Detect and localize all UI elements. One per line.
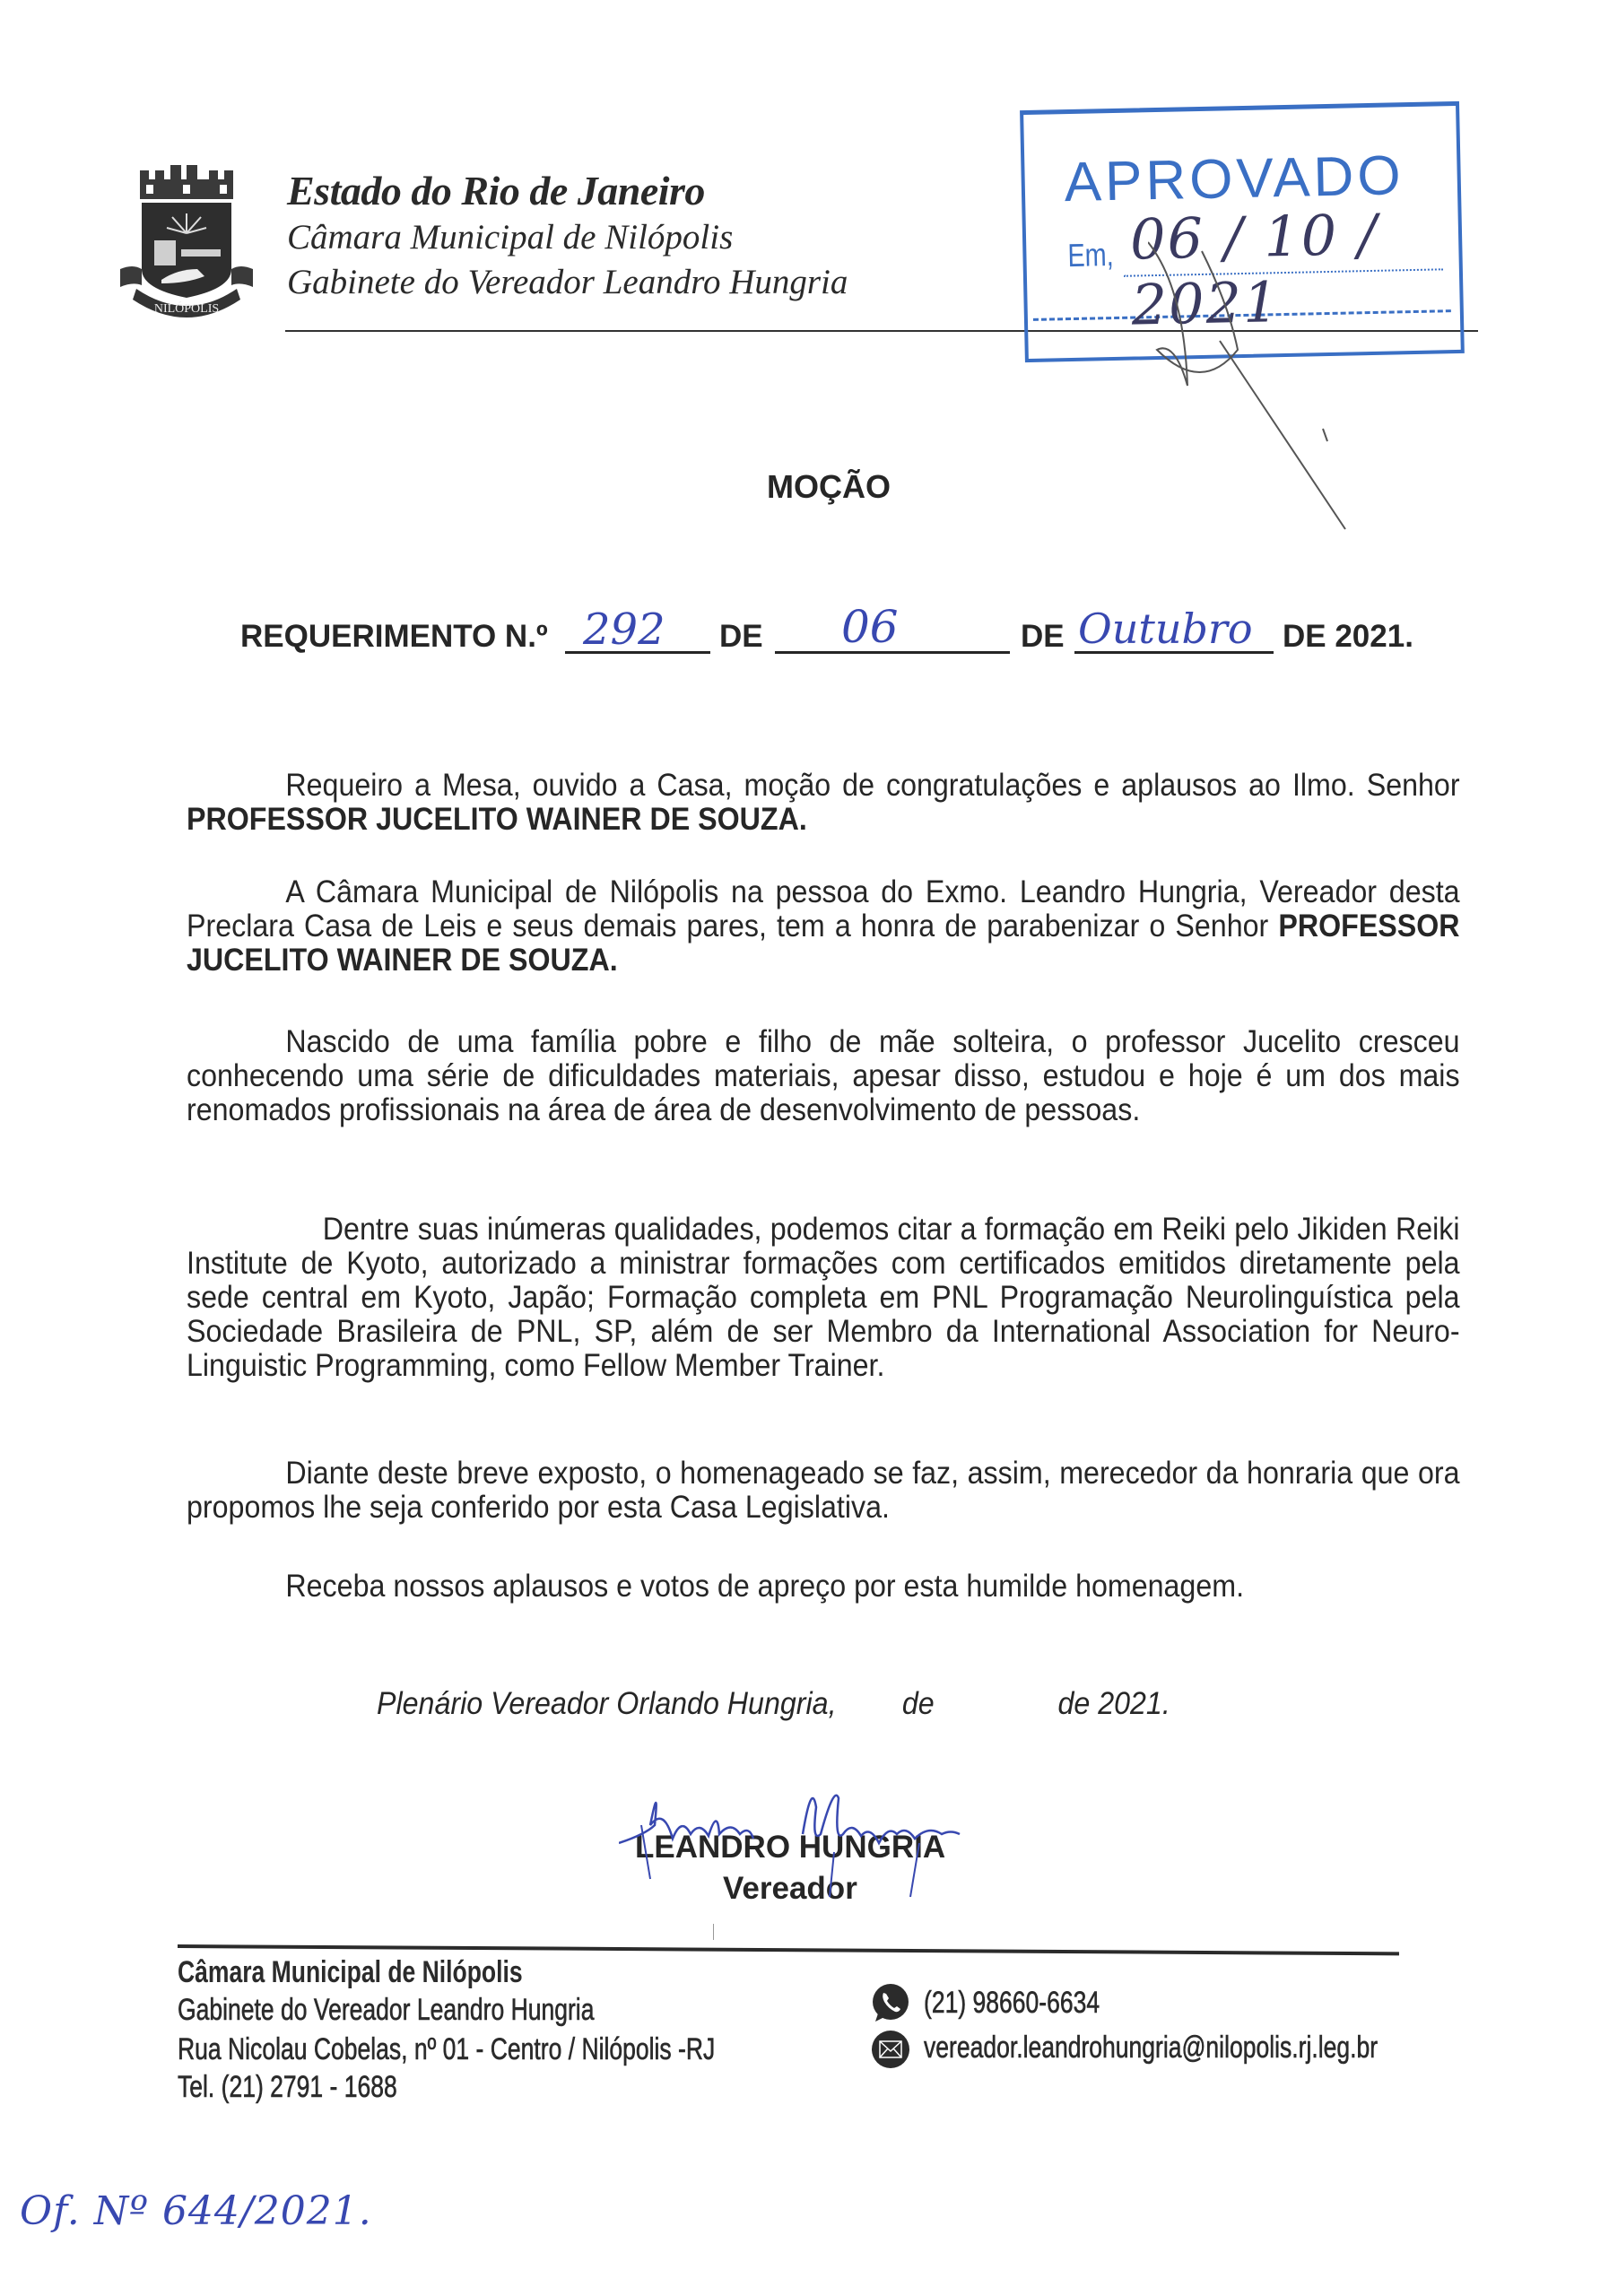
requerimento-month: Outubro bbox=[1078, 604, 1253, 653]
whatsapp-icon bbox=[870, 1982, 911, 2023]
stamp-date-handwritten: 06 / 10 / 2021 bbox=[1129, 201, 1379, 338]
city-seal-logo bbox=[115, 163, 258, 317]
paragraph-6: Receba nossos aplausos e votos de apreço por esta humilde homenagem. bbox=[285, 1569, 1245, 1604]
footer-email[interactable]: vereador.leandrohungria@nilopolis.rj.leg.br bbox=[924, 2031, 1379, 2065]
footer-address: Rua Nicolau Cobelas, nº 01 - Centro / Nilópolis -RJ bbox=[178, 2032, 716, 2066]
seal-text: NILÓPOLIS bbox=[153, 302, 220, 316]
footer-tel: Tel. (21) 2791 - 1688 bbox=[178, 2070, 397, 2104]
paragraph-1: Requeiro a Mesa, ouvido a Casa, moção de congratulações e aplausos ao Ilmo. Senhor PROFESSOR JUCELITO WAINER DE SOUZA. bbox=[187, 768, 1460, 837]
honoree-name: PROFESSOR JUCELITO WAINER DE SOUZA bbox=[187, 909, 1460, 978]
signature-tick bbox=[713, 1924, 714, 1940]
requerimento-label: REQUERIMENTO N.º bbox=[240, 619, 548, 654]
requerimento-number: 292 bbox=[583, 604, 665, 655]
mail-icon bbox=[870, 2029, 911, 2070]
stamp-label: APROVADO bbox=[1064, 144, 1405, 214]
requerimento-de-1: DE bbox=[719, 619, 763, 654]
requerimento-year: DE 2021. bbox=[1283, 619, 1413, 654]
header-office: Gabinete do Vereador Leandro Hungria bbox=[287, 263, 848, 301]
paragraph-5: Diante deste breve exposto, o homenageado se faz, assim, merecedor da honraria que ora propomos lhe seja conferido por esta Casa Legislativa. bbox=[187, 1456, 1460, 1525]
header-state: Estado do Rio de Janeiro bbox=[287, 168, 705, 213]
paragraph-2: A Câmara Municipal de Nilópolis na pessoa do Exmo. Leandro Hungria, Vereador desta Preclara Casa de Leis e seus demais pares, tem a honra de parabenizar o Senhor PROFESSOR JUCELITO WAINER DE SOUZA. bbox=[187, 874, 1460, 978]
signer-name: LEANDRO HUNGRIA bbox=[635, 1830, 946, 1865]
requerimento-de-2: DE bbox=[1021, 619, 1065, 654]
signer-role: Vereador bbox=[723, 1871, 857, 1906]
place-date-line bbox=[377, 1686, 1170, 1722]
document-title: MOÇÃO bbox=[767, 468, 891, 505]
place-date-year: de 2021. bbox=[1057, 1686, 1170, 1721]
footer-rule bbox=[178, 1944, 1399, 1955]
honoree-name: PROFESSOR JUCELITO WAINER DE SOUZA bbox=[187, 802, 799, 837]
place: Plenário Vereador Orlando Hungria, bbox=[377, 1686, 837, 1721]
approval-rubric bbox=[1148, 233, 1381, 538]
header-chamber: Câmara Municipal de Nilópolis bbox=[287, 218, 734, 257]
footer-whatsapp[interactable]: (21) 98660-6634 bbox=[924, 1986, 1100, 2020]
footer-office: Gabinete do Vereador Leandro Hungria bbox=[178, 1993, 595, 2027]
handwritten-signature bbox=[619, 1771, 1013, 1906]
stamp-date-prefix: Em, bbox=[1067, 236, 1115, 274]
place-date-de: de bbox=[901, 1686, 935, 1721]
requerimento-line bbox=[240, 601, 1424, 665]
paragraph-3: Nascido de uma família pobre e filho de mãe solteira, o professor Jucelito cresceu conhecendo uma série de dificuldades materiais, apesar disso, estudou e hoje é um dos mais renomados profissionais na área de área de desenvolvimento de pessoas. bbox=[187, 1024, 1460, 1127]
paragraph-4: Dentre suas inúmeras qualidades, podemos citar a formação em Reiki pelo Jikiden Reiki Institute de Kyoto, autorizado a ministrar formações com certificados emitidos diretamente pela sede central em Kyoto, Japão; Formação completa em PNL Programação Neurolinguística pela Sociedade Brasileira de PNL, SP, além de ser Membro da International Association for Neuro-Linguistic Programming, como Fellow Member Trainer. bbox=[187, 1212, 1460, 1383]
oficio-annotation: Of. Nº 644/2021. bbox=[20, 2188, 372, 2234]
footer-org: Câmara Municipal de Nilópolis bbox=[178, 1955, 523, 1989]
requerimento-day: 06 bbox=[841, 601, 899, 653]
